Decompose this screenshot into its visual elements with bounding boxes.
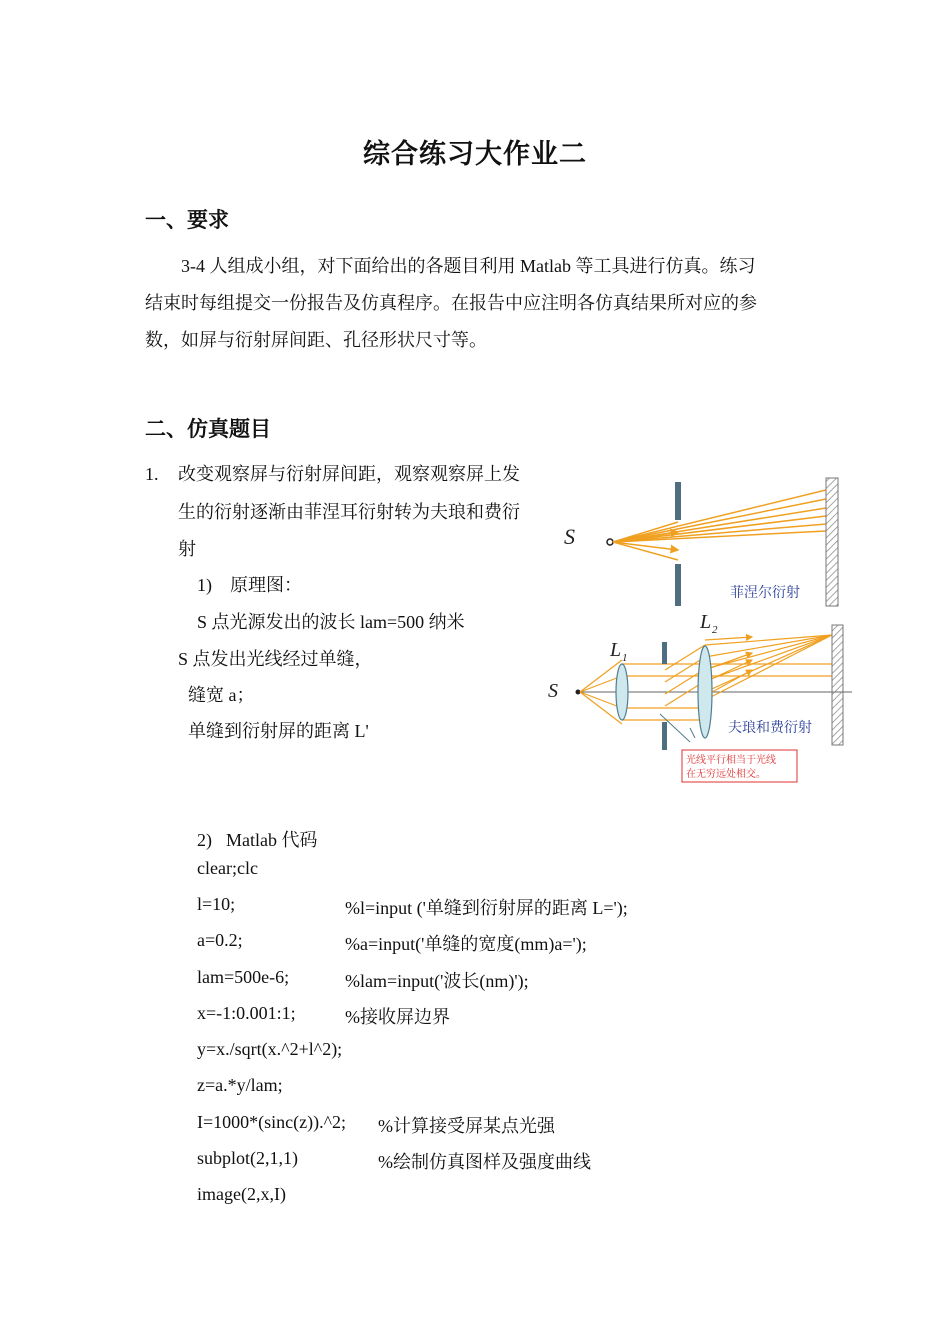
sub2-label: 2) — [197, 830, 212, 850]
desc-line-1: S 点光源发出的波长 lam=500 纳米 — [197, 612, 465, 632]
fraunhofer-diagram — [548, 611, 852, 782]
section-heading-requirements: 一、要求 — [145, 208, 229, 232]
lens-l2-label: L — [700, 611, 712, 633]
document-title: 综合练习大作业二 — [363, 139, 587, 169]
code-line-8: I=1000*(sinc(z)).^2; — [197, 1112, 347, 1132]
code-line-6: y=x./sqrt(x.^2+l^2); — [197, 1039, 343, 1059]
lens-l2-sub: 2 — [712, 624, 718, 636]
slit-upper-bottom — [662, 642, 667, 664]
desc-line-3: 缝宽 a； — [188, 685, 255, 705]
sub1-label: 1) — [197, 575, 212, 595]
code-line-3: a=0.2; — [197, 930, 243, 950]
code-line-1: clear;clc — [197, 858, 258, 878]
source-s-label-top: S — [564, 524, 575, 549]
code-comment-9: %绘制仿真图样及强度曲线 — [378, 1152, 591, 1172]
code-line-5: x=-1:0.001:1; — [197, 1003, 296, 1023]
code-comment-8: %计算接受屏某点光强 — [378, 1116, 555, 1136]
sub1-title: 原理图： — [230, 575, 302, 595]
item-text-line-3: 射 — [178, 539, 196, 559]
note-line-1: 光线平行相当于光线 — [686, 755, 776, 766]
code-line-7: z=a.*y/lam; — [197, 1075, 283, 1095]
fraunhofer-label: 夫琅和费衍射 — [728, 721, 812, 736]
fresnel-diagram — [564, 478, 838, 606]
observation-screen-bottom — [832, 625, 843, 745]
item-number: 1. — [145, 464, 159, 484]
slit-lower-bottom — [662, 722, 667, 750]
desc-line-4: 单缝到衍射屏的距离 L' — [188, 721, 369, 741]
observation-screen-top — [826, 478, 838, 606]
point-source-top — [607, 539, 613, 545]
code-line-4: lam=500e-6; — [197, 967, 290, 987]
note-line-2: 在无穷远处相交。 — [686, 769, 766, 780]
point-source-bottom — [576, 690, 581, 695]
slit-lower-top — [675, 564, 681, 606]
desc-line-2: S 点发出光线经过单缝， — [178, 649, 373, 669]
code-line-2: l=10; — [197, 894, 236, 914]
item-text-line-1: 改变观察屏与衍射屏间距，观察观察屏上发 — [178, 464, 520, 484]
note-pointer-1 — [690, 728, 695, 738]
fresnel-rays — [613, 490, 826, 560]
code-line-9: subplot(2,1,1) — [197, 1148, 298, 1168]
fresnel-label: 菲涅尔衍射 — [730, 586, 800, 601]
code-comment-4: %lam=input('波长(nm)'); — [345, 971, 529, 991]
sub2-title: Matlab 代码 — [226, 830, 318, 850]
code-comment-3: %a=input('单缝的宽度(mm)a='); — [345, 934, 587, 954]
source-s-label-bottom: S — [548, 680, 558, 702]
paragraph-line-1: 3-4 人组成小组，对下面给出的各题目利用 Matlab 等工具进行仿真。练习 — [181, 256, 756, 276]
paragraph-line-2: 结束时每组提交一份报告及仿真程序。在报告中应注明各仿真结果所对应的参 — [145, 293, 757, 313]
lens-l2 — [698, 646, 712, 738]
slit-upper-top — [675, 482, 681, 520]
paragraph-line-3: 数，如屏与衍射屏间距、孔径形状尺寸等。 — [145, 330, 487, 350]
section-heading-simulation: 二、仿真题目 — [145, 417, 271, 441]
lens-l1-sub: 1 — [622, 652, 628, 664]
code-comment-5: %接收屏边界 — [345, 1007, 450, 1027]
lens-l1-label: L — [610, 639, 622, 661]
code-comment-2: %l=input ('单缝到衍射屏的距离 L='); — [345, 898, 628, 918]
code-line-10: image(2,x,I) — [197, 1184, 286, 1204]
diffraction-diagram — [540, 470, 860, 790]
item-text-line-2: 生的衍射逐渐由菲涅耳衍射转为夫琅和费衍 — [178, 502, 520, 522]
lens-l1 — [616, 664, 628, 720]
